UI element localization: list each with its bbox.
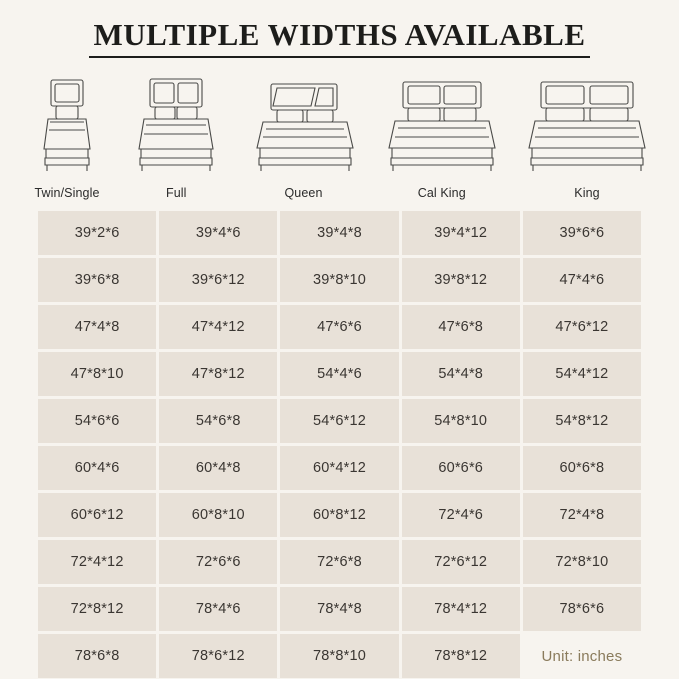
size-cell: 78*6*12: [159, 634, 277, 678]
bed-king-icon: [525, 74, 649, 179]
size-cell: 39*4*12: [402, 211, 520, 255]
size-cell: 72*4*8: [523, 493, 641, 537]
size-cell: 39*8*10: [280, 258, 398, 302]
size-cell: 78*8*10: [280, 634, 398, 678]
size-cell: 39*6*8: [38, 258, 156, 302]
size-cell: 54*4*6: [280, 352, 398, 396]
size-cell: 39*4*6: [159, 211, 277, 255]
size-cell: 39*6*12: [159, 258, 277, 302]
size-cell: 54*8*10: [402, 399, 520, 443]
bed-size-cal-king: [383, 74, 501, 200]
bed-label-queen: Queen: [284, 186, 323, 201]
bed-size-twin: [30, 74, 104, 200]
bed-size-king: [525, 74, 649, 200]
size-cell: 60*8*12: [280, 493, 398, 537]
size-cell: 54*4*12: [523, 352, 641, 396]
bed-size-queen: [249, 74, 359, 200]
bed-label-full: Full: [165, 186, 187, 201]
size-cell: 60*8*10: [159, 493, 277, 537]
size-cell: 72*4*12: [38, 540, 156, 584]
size-cell: 47*6*12: [523, 305, 641, 349]
bed-label-cal-king: Cal King: [417, 186, 466, 201]
size-cell: 72*4*6: [402, 493, 520, 537]
size-cell: 60*6*6: [402, 446, 520, 490]
size-cell: 78*4*8: [280, 587, 398, 631]
size-cell: 39*4*8: [280, 211, 398, 255]
bed-full-icon: [128, 74, 224, 179]
bed-twin-icon: [30, 74, 104, 179]
size-cell: 39*2*6: [38, 211, 156, 255]
size-cell: 39*8*12: [402, 258, 520, 302]
size-cell: 47*6*6: [280, 305, 398, 349]
size-cell: 47*4*8: [38, 305, 156, 349]
page-title: MULTIPLE WIDTHS AVAILABLE: [89, 18, 589, 58]
size-cell: 60*6*8: [523, 446, 641, 490]
bed-cal-king-icon: [383, 74, 501, 179]
bed-size-full: [128, 74, 224, 200]
unit-note: Unit: inches: [541, 647, 623, 665]
size-cell: 78*6*8: [38, 634, 156, 678]
bed-size-illustrations: [0, 58, 679, 200]
page-title-container: [0, 0, 679, 58]
size-table: [38, 211, 641, 678]
size-cell: 54*6*6: [38, 399, 156, 443]
size-cell: 39*6*6: [523, 211, 641, 255]
size-cell: 47*8*12: [159, 352, 277, 396]
bed-queen-icon: [249, 74, 359, 179]
size-cell: 78*4*12: [402, 587, 520, 631]
size-cell: 54*6*8: [159, 399, 277, 443]
size-cell: 47*6*8: [402, 305, 520, 349]
size-cell: 47*8*10: [38, 352, 156, 396]
size-cell: 47*4*6: [523, 258, 641, 302]
size-cell: 72*6*6: [159, 540, 277, 584]
size-cell: 60*4*8: [159, 446, 277, 490]
size-cell: 78*6*6: [523, 587, 641, 631]
bed-label-twin: Twin/Single: [34, 186, 100, 201]
size-cell: 54*8*12: [523, 399, 641, 443]
size-cell: 72*8*12: [38, 587, 156, 631]
size-cell: 78*8*12: [402, 634, 520, 678]
size-cell: 60*4*6: [38, 446, 156, 490]
size-cell: 72*8*10: [523, 540, 641, 584]
size-cell: 72*6*8: [280, 540, 398, 584]
size-cell: 78*4*6: [159, 587, 277, 631]
size-cell: 72*6*12: [402, 540, 520, 584]
size-cell: 54*4*8: [402, 352, 520, 396]
size-cell: 47*4*12: [159, 305, 277, 349]
bed-label-king: King: [574, 186, 600, 201]
size-cell: 60*6*12: [38, 493, 156, 537]
size-cell: 54*6*12: [280, 399, 398, 443]
size-cell: 60*4*12: [280, 446, 398, 490]
